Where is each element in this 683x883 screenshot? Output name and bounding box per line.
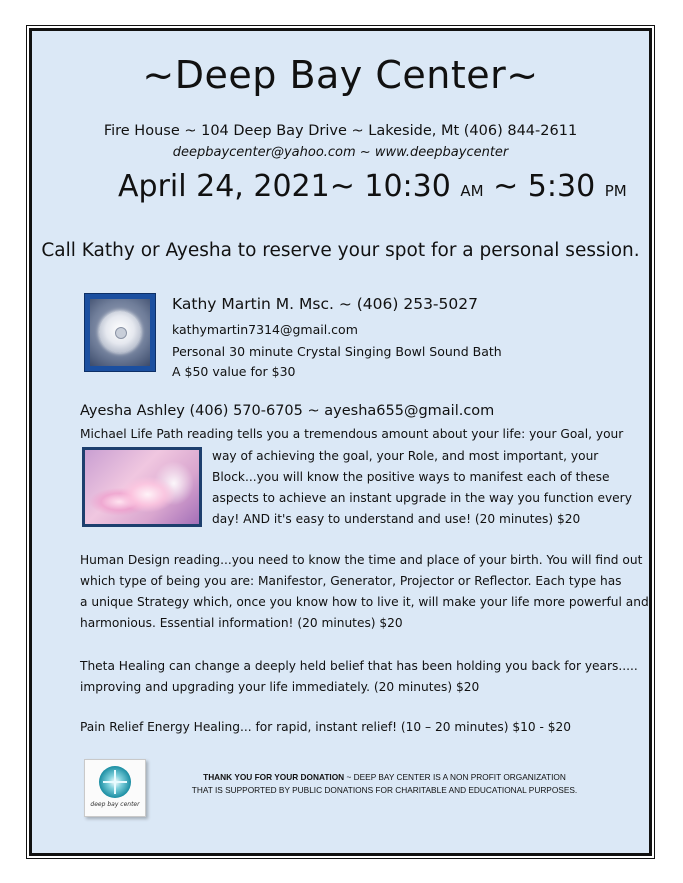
michael-line-3: Block...you will know the positive ways to manifest each of these — [212, 470, 610, 484]
human-design-line-3: a unique Strategy which, once you know how to live it, will make your life more powerful and — [80, 595, 649, 609]
singing-bowl-image — [84, 293, 156, 372]
date-main: April 24, 2021~ 10:30 — [118, 169, 461, 204]
lily-flower-image — [82, 447, 202, 527]
thanks-rest: ~ DEEP BAY CENTER IS A NON PROFIT ORGANIZATION — [344, 772, 566, 782]
contact-web-line: deepbaycenter@yahoo.com ~ www.deepbaycenter — [172, 145, 509, 160]
flyer-page — [29, 28, 652, 856]
thanks-bold: THANK YOU FOR YOUR DONATION — [203, 772, 345, 782]
michael-line-5: day! AND it's easy to understand and use! (20 minutes) $20 — [212, 512, 581, 526]
theta-line-1: Theta Healing can change a deeply held belief that has been holding you back for years..... — [80, 659, 638, 673]
date-am: AM — [460, 182, 484, 200]
thanks-line-1 — [32, 772, 649, 782]
page-title: ~Deep Bay Center~ — [142, 53, 539, 97]
ayesha-header: Ayesha Ashley (406) 570-6705 ~ ayesha655@gmail.com — [80, 403, 495, 419]
date-mid: ~ 5:30 — [483, 169, 605, 204]
thanks-line-2: THAT IS SUPPORTED BY PUBLIC DONATIONS FOR CHARITABLE AND EDUCATIONAL PURPOSES. — [191, 785, 578, 795]
human-design-line-4: harmonious. Essential information! (20 minutes) $20 — [80, 616, 403, 630]
kathy-value: A $50 value for $30 — [172, 364, 296, 379]
michael-line-1: Michael Life Path reading tells you a tremendous amount about your life: your Goal, your — [80, 427, 624, 441]
kathy-service: Personal 30 minute Crystal Singing Bowl Sound Bath — [172, 344, 502, 359]
kathy-email: kathymartin7314@gmail.com — [172, 322, 358, 337]
call-to-action: Call Kathy or Ayesha to reserve your spot for a personal session. — [41, 240, 640, 261]
michael-line-2: way of achieving the goal, your Role, and most important, your — [212, 449, 599, 463]
human-design-line-2: which type of being you are: Manifestor, Generator, Projector or Reflector. Each type has — [80, 574, 622, 588]
kathy-name-phone: Kathy Martin M. Msc. ~ (406) 253-5027 — [172, 295, 478, 313]
event-date — [118, 169, 627, 204]
logo-text: deep bay center — [90, 801, 140, 808]
pain-relief-line: Pain Relief Energy Healing... for rapid, instant relief! (10 – 20 minutes) $10 - $20 — [80, 720, 571, 734]
michael-line-4: aspects to achieve an instant upgrade in the way you function every — [212, 491, 632, 505]
theta-line-2: improving and upgrading your life immediately. (20 minutes) $20 — [80, 680, 480, 694]
human-design-line-1: Human Design reading...you need to know the time and place of your birth. You will find out — [80, 553, 643, 567]
date-pm: PM — [604, 182, 627, 200]
address-line: Fire House ~ 104 Deep Bay Drive ~ Lakeside, Mt (406) 844-2611 — [103, 123, 578, 139]
